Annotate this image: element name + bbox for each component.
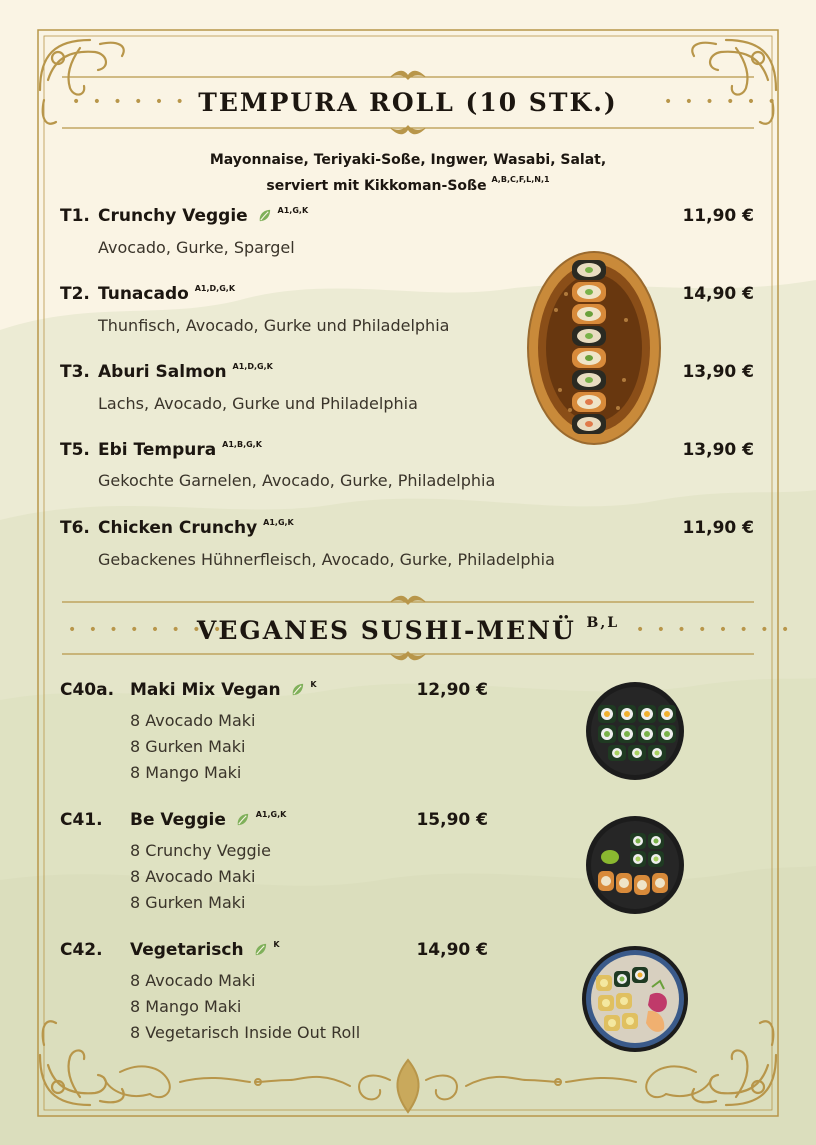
maki-mix-plate-image [584, 681, 686, 781]
item-name-aburi-salmon [98, 362, 273, 382]
item-price: 14,90 € [682, 284, 754, 304]
tempura-roll-plate-image [526, 250, 662, 446]
title-dots-left: • • • • • • [72, 94, 188, 110]
item-allergens: K [310, 680, 317, 689]
item-component: 8 Gurken Maki [130, 893, 246, 912]
item-name-ebi-tempura [98, 440, 262, 460]
item-name-text: Be Veggie [130, 810, 226, 830]
title-dots-right: • • • • • • • • [636, 622, 794, 638]
subtitle-line-2-text: serviert mit Kikkoman-Soße [266, 178, 487, 194]
item-component: 8 Avocado Maki [130, 711, 256, 730]
item-allergens: K [273, 940, 280, 949]
leaf-icon [257, 208, 272, 223]
item-name-crunchy-veggie [98, 206, 308, 226]
item-allergens: A1,B,G,K [222, 440, 262, 449]
item-name-maki-mix-vegan [130, 680, 317, 700]
item-description: Thunfisch, Avocado, Gurke und Philadelphia [98, 316, 450, 335]
vegetarisch-plate-image [580, 945, 690, 1053]
subtitle-line-1: Mayonnaise, Teriyaki-Soße, Ingwer, Wasabi, Salat, [209, 152, 607, 168]
item-price: 13,90 € [682, 440, 754, 460]
item-code: C40a. [60, 680, 115, 700]
item-code: T6. [60, 518, 90, 538]
item-price: 11,90 € [682, 206, 754, 226]
item-price: 12,90 € [416, 680, 488, 700]
item-description: Avocado, Gurke, Spargel [98, 238, 295, 257]
item-code: T5. [60, 440, 90, 460]
leaf-icon [290, 682, 305, 697]
item-code: T3. [60, 362, 90, 382]
item-name-be-veggie [130, 810, 286, 830]
item-description: Lachs, Avocado, Gurke und Philadelphia [98, 394, 418, 413]
item-name-text: Crunchy Veggie [98, 206, 248, 226]
item-name-text: Maki Mix Vegan [130, 680, 281, 700]
item-component: 8 Mango Maki [130, 763, 242, 782]
item-name-text: Ebi Tempura [98, 440, 217, 460]
leaf-icon [235, 812, 250, 827]
item-description: Gekochte Garnelen, Avocado, Gurke, Philadelphia [98, 471, 496, 490]
subtitle-line-2 [0, 170, 816, 196]
leaf-icon [253, 942, 268, 957]
tempura-subtitle [0, 150, 816, 196]
item-code: C41. [60, 810, 103, 830]
section-title-text: VEGANES SUSHI-MENÜ [196, 616, 576, 645]
item-component: 8 Avocado Maki [130, 971, 256, 990]
item-name-text: Vegetarisch [130, 940, 244, 960]
item-price: 11,90 € [682, 518, 754, 538]
title-dots-left: • • • • • • • • [68, 622, 226, 638]
title-dots-right: • • • • • • [664, 94, 780, 110]
section-title-vegan [0, 615, 816, 645]
item-name-text: Chicken Crunchy [98, 518, 258, 538]
item-name-text: Tunacado [98, 284, 189, 304]
item-price: 15,90 € [416, 810, 488, 830]
item-price: 14,90 € [416, 940, 488, 960]
item-allergens: A1,D,G,K [194, 284, 236, 293]
item-component: 8 Mango Maki [130, 997, 242, 1016]
item-component: 8 Avocado Maki [130, 867, 256, 886]
item-code: T2. [60, 284, 90, 304]
item-code: C42. [60, 940, 103, 960]
item-code: T1. [60, 206, 90, 226]
item-component: 8 Crunchy Veggie [130, 841, 271, 860]
item-price: 13,90 € [682, 362, 754, 382]
section-title-allergens: B,L [586, 615, 620, 631]
be-veggie-plate-image [584, 815, 686, 915]
section-title-tempura [0, 88, 816, 117]
item-name-chicken-crunchy [98, 518, 294, 538]
item-component: 8 Vegetarisch Inside Out Roll [130, 1023, 361, 1042]
section-title-text: TEMPURA ROLL (10 STK.) [198, 88, 618, 117]
item-component: 8 Gurken Maki [130, 737, 246, 756]
item-name-vegetarisch [130, 940, 280, 960]
item-allergens: A1,D,G,K [232, 362, 273, 371]
item-allergens: A1,G,K [255, 810, 287, 819]
item-allergens: A1,G,K [277, 206, 309, 215]
item-allergens: A1,G,K [263, 518, 294, 527]
item-description: Gebackenes Hühnerfleisch, Avocado, Gurke, Philadelphia [98, 550, 555, 569]
subtitle-allergens: A,B,C,F,L,N,1 [491, 175, 550, 184]
item-name-text: Aburi Salmon [98, 362, 227, 382]
item-name-tunacado [98, 284, 235, 304]
